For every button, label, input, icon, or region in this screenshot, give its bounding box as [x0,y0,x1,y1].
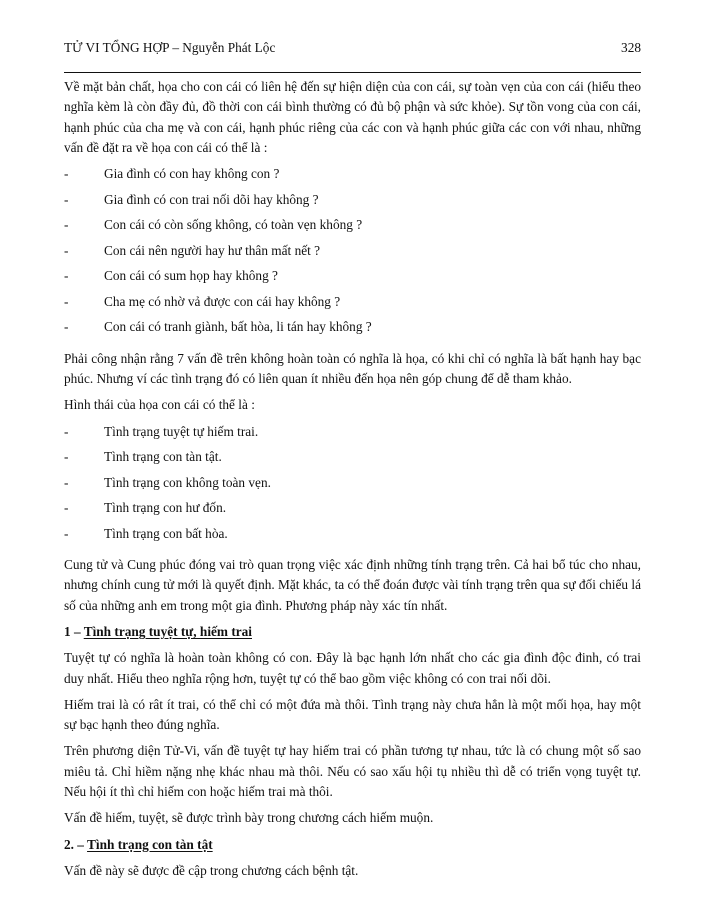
section-2-paragraph: Vấn đề này sẽ được đề cập trong chương cách bệnh tật. [64,862,359,878]
forms-list [64,422,641,550]
section-2-title: Tình trạng con tàn tật [87,836,213,852]
list-bullet: - [64,293,69,309]
list-item-text: Con cái có tranh giành, bất hòa, li tán hay không ? [104,319,372,335]
list-item-text: Gia đình có con hay không con ? [104,166,280,182]
list-item [64,266,641,292]
list-bullet: - [64,242,69,258]
list-bullet: - [64,166,69,182]
list-item-text: Tình trạng con tàn tật. [104,449,222,465]
acknowledge-paragraph: Phải công nhận rằng 7 vấn đề trên không hoàn toàn có nghĩa là họa, có khi chỉ có nghĩa là bất hạnh hay bạc phúc. Nhưng ví các tình trạng đó có liên quan ít nhiều đến họa nên góp chung để dễ tham khảo. [64,350,641,386]
section-1-heading [64,622,641,642]
list-item-text: Cha mẹ có nhờ vả được con cái hay không ? [104,293,341,309]
forms-intro-paragraph: Hình thái của họa con cái có thể là : [64,397,255,413]
list-item [64,317,641,343]
header-rule [64,72,641,73]
list-item [64,164,641,190]
list-bullet: - [64,500,69,516]
list-item-text: Con cái có còn sống không, có toàn vẹn không ? [104,217,363,233]
palaces-paragraph: Cung tử và Cung phúc đóng vai trò quan trọng việc xác định những tính trạng trên. Cả hai bổ túc cho nhau, nhưng chính cung tử mới là quyết định. Mặt khác, ta có thể đoán được vài tính trạng trên qua sự đối chiếu lá số của những anh em trong một gia đình. Phương pháp này xác tín nhất. [64,557,641,613]
intro-paragraph: Về mặt bản chất, họa cho con cái có liên hệ đến sự hiện diện của con cái, sự toàn vẹn của con cái (hiểu theo nghĩa kèm là còn đầy đủ, đồ thời con cái bình thường có đủ bộ phận và sức khỏe). Sự tồn vong của con cái, hạnh phúc của cha mẹ và con cái, hạnh phúc riêng của các con và hạnh phúc giữa các con với nhau, những vấn đề đặt ra về họa con cái có thể là : [64,79,641,155]
list-item [64,447,641,473]
section-1-paragraph: Hiếm trai là có rât ít trai, có thể chỉ có một đứa mà thôi. Tình trạng này chưa hẳn là một mối họa, hay một sự bạc hạnh theo đúng nghĩa. [64,696,641,733]
list-bullet: - [64,474,69,490]
header-title: TỬ VI TỔNG HỢP – Nguyễn Phát Lộc [64,40,276,55]
list-item [64,473,641,499]
list-bullet: - [64,319,69,335]
list-item [64,422,641,448]
list-bullet: - [64,449,69,465]
section-1-paragraph: Vấn đề hiếm, tuyệt, sẽ được trình bày trong chương cách hiếm muộn. [64,810,434,826]
list-item-text: Tình trạng con không toàn vẹn. [104,474,271,490]
list-item-text: Tình trạng con hư đốn. [104,500,227,516]
list-item [64,524,641,550]
list-bullet: - [64,217,69,233]
list-item [64,215,641,241]
page-number: 328 [621,40,641,55]
section-2-number: 2. – [64,836,84,852]
section-1-number: 1 – [64,623,81,639]
list-item-text: Con cái có sum họp hay không ? [104,268,278,284]
list-item [64,498,641,524]
list-bullet: - [64,423,69,439]
list-bullet: - [64,525,69,541]
list-item-text: Gia đình có con trai nối dõi hay không ? [104,191,319,207]
running-header [64,40,641,60]
list-item-text: Tình trạng tuyệt tự hiếm trai. [104,423,259,439]
list-bullet: - [64,268,69,284]
list-item-text: Tình trạng con bất hòa. [104,525,228,541]
list-item [64,241,641,267]
section-2-heading [64,835,641,855]
section-1-title: Tình trạng tuyệt tự, hiếm trai [83,623,252,639]
section-1-paragraph: Trên phương diện Tử-Vi, vấn đề tuyệt tự hay hiếm trai có phần tương tự nhau, tức là có chung một số sao miêu tả. Chỉ hiềm nặng nhẹ khác nhau mà thôi. Nếu có sao xấu hội tụ nhiều thì dễ có triển vọng tuyệt tự. Nếu hội ít thì chỉ hiếm con hoặc hiếm trai mà thôi. [64,743,641,800]
list-item [64,190,641,216]
list-bullet: - [64,191,69,207]
list-item [64,292,641,318]
page-body [64,77,641,887]
section-1-paragraph: Tuyệt tự có nghĩa là hoàn toàn không có con. Đây là bạc hạnh lớn nhất cho các gia đình độc đinh, có trai duy nhất. Hiểu theo nghĩa rộng hơn, tuyệt tự có thể bao gồm việc không có con trai nối dõi. [64,650,641,686]
questions-list [64,164,641,343]
list-item-text: Con cái nên người hay hư thân mất nết ? [104,242,321,258]
